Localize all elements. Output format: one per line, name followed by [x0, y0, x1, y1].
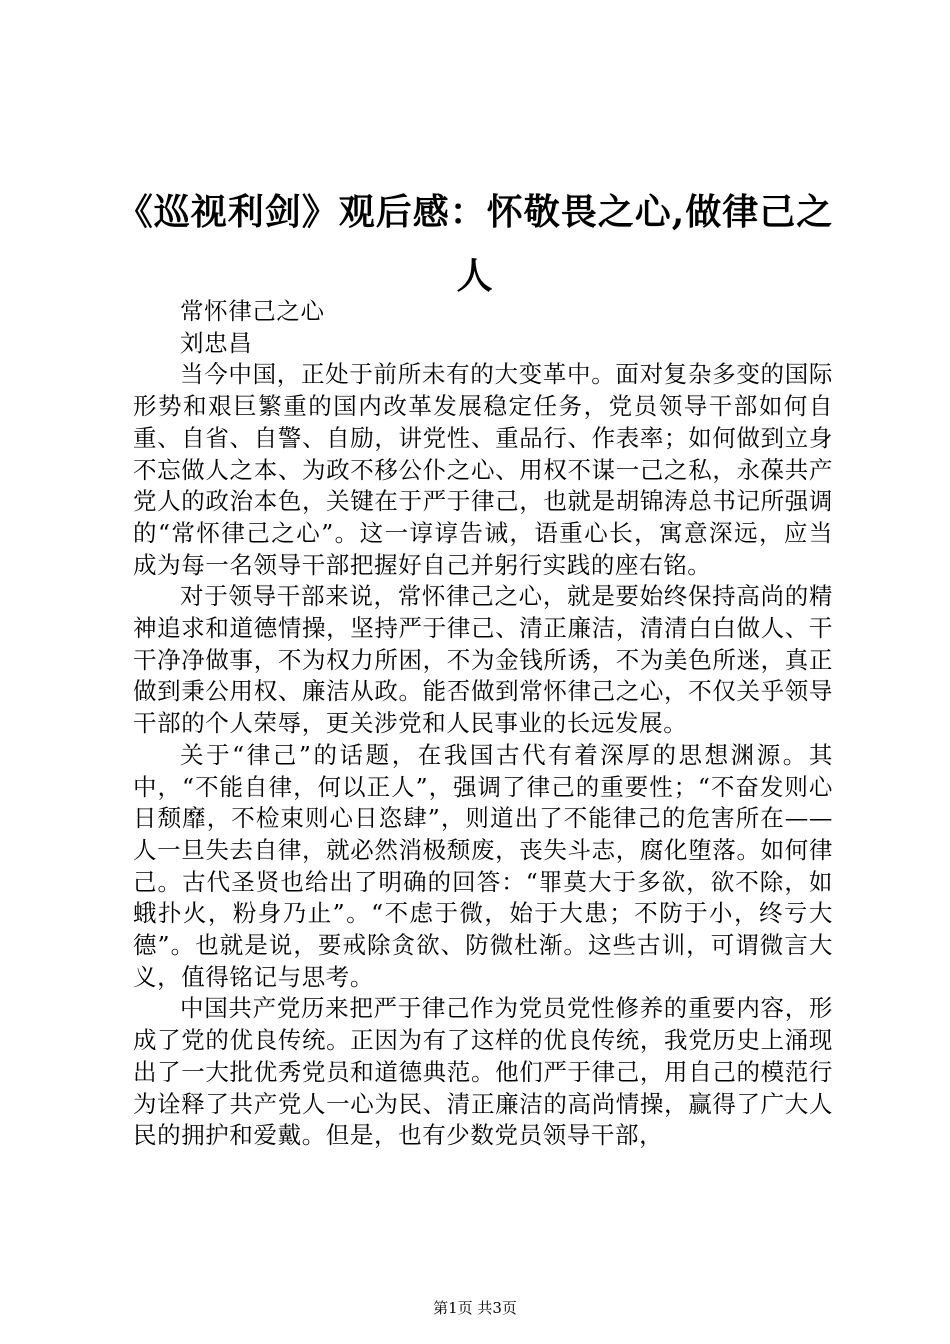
body-paragraph-4: 中国共产党历来把严于律己作为党员党性修养的重要内容，形成了党的优良传统。正因为有了这样的优良传统，我党历史上涌现出了一大批优秀党员和道德典范。他们严于律己，用自己的模范行为诠释了共产党人一心为民、清正廉洁的高尚情操，赢得了广大人民的拥护和爱戴。但是，也有少数党员领导干部，	[133, 994, 833, 1150]
document-body	[133, 296, 833, 1152]
document-author: 刘忠昌	[180, 328, 253, 357]
body-paragraph-2: 对于领导干部来说，常怀律己之心，就是要始终保持高尚的精神追求和道德情操，坚持严于律己、清正廉洁，清清白白做人、干干净净做事，不为权力所困，不为金钱所诱，不为美色所迷，真正做到秉公用权、廉洁从政。能否做到常怀律己之心，不仅关乎领导干部的个人荣辱，更关涉党和人民事业的长远发展。	[133, 582, 833, 738]
document-subtitle: 常怀律己之心	[180, 297, 325, 325]
page-number-footer: 第1页 共3页	[433, 1299, 517, 1317]
body-paragraph-3: 关于“律己”的话题，在我国古代有着深厚的思想渊源。其中，“不能自律，何以正人”，强调了律己的重要性；“不奋发则心日颓靡，不检束则心日恣肆”，则道出了不能律己的危害所在——人一旦失去自律，就必然消极颓废，丧失斗志，腐化堕落。如何律己。古代圣贤也给出了明确的回答：“罪莫大于多欲，欲不除，如蛾扑火，粉身乃止”。“不虑于微，始于大患；不防于小，终亏大德”。也就是说，要戒除贪欲、防微杜渐。这些古训，可谓微言大义，值得铭记与思考。	[133, 740, 833, 991]
document-title: 《巡视利剑》观后感：怀敬畏之心,做律己之人	[116, 191, 834, 297]
body-paragraph-1: 当今中国，正处于前所未有的大变革中。面对复杂多变的国际形势和艰巨繁重的国内改革发展稳定任务，党员领导干部如何自重、自省、自警、自励，讲党性、重品行、作表率；如何做到立身不忘做人之本、为政不移公仆之心、用权不谋一己之私，永葆共产党人的政治本色，关键在于严于律己，也就是胡锦涛总书记所强调的“常怀律己之心”。这一谆谆告诫，语重心长，寓意深远，应当成为每一名领导干部把握好自己并躬行实践的座右铭。	[133, 360, 833, 579]
